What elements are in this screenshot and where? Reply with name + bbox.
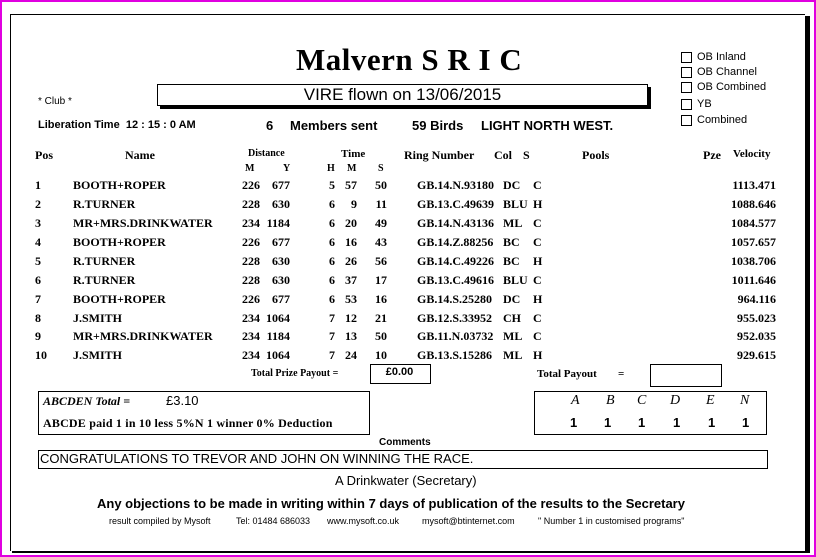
cell-sex: H [533, 254, 543, 268]
table-row [0, 254, 800, 273]
cell-colour: BC [503, 254, 520, 268]
cell-sex: H [533, 348, 543, 362]
option-ob-inland[interactable]: OB Inland [681, 51, 746, 63]
members-count: 6 [266, 118, 274, 133]
race-title-box: VIRE flown on 13/06/2015 [157, 84, 648, 106]
liberation-label: Liberation Time 12 : 15 : 0 AM [38, 119, 196, 131]
cell-velocity: 1038.706 [731, 254, 776, 268]
cell-colour: ML [503, 216, 523, 230]
cell-name: BOOTH+ROPER [73, 292, 166, 306]
cell-dist-m: 234 [242, 329, 260, 343]
cell-dist-y: 1184 [266, 329, 290, 343]
cell-seconds: 21 [375, 311, 387, 325]
cell-seconds: 43 [375, 235, 387, 249]
cell-minutes: 37 [345, 273, 357, 287]
cell-hours: 6 [329, 273, 335, 287]
cell-minutes: 12 [345, 311, 357, 325]
total-payout-label: Total Payout [537, 368, 597, 380]
header-pze: Pze [703, 148, 721, 162]
abcden-paid-text: ABCDE paid 1 in 10 less 5%N 1 winner 0% Deduction [43, 416, 333, 430]
pool-letter-c: C [637, 393, 647, 408]
cell-pos: 6 [35, 273, 41, 287]
checkbox-icon[interactable] [681, 115, 692, 126]
members-label: Members sent [290, 118, 378, 133]
cell-sex: C [533, 178, 542, 192]
cell-seconds: 56 [375, 254, 387, 268]
cell-minutes: 57 [345, 178, 357, 192]
cell-ring: GB.11.N.03732 [417, 329, 494, 343]
cell-dist-y: 630 [272, 197, 290, 211]
cell-sex: C [533, 273, 542, 287]
cell-sex: C [533, 311, 542, 325]
checkbox-icon[interactable] [681, 82, 692, 93]
pool-letter-d: D [670, 393, 681, 408]
cell-ring: GB.14.S.25280 [417, 292, 493, 306]
option-yb[interactable]: YB [681, 98, 712, 110]
cell-dist-m: 226 [242, 235, 260, 249]
cell-name: MR+MRS.DRINKWATER [73, 329, 213, 343]
cell-dist-y: 677 [272, 235, 290, 249]
cell-colour: BC [503, 235, 520, 249]
table-row [0, 197, 800, 216]
cell-ring: GB.14.N.93180 [417, 178, 495, 192]
cell-colour: BLU [503, 197, 528, 211]
cell-colour: ML [503, 329, 523, 343]
cell-seconds: 11 [375, 197, 387, 211]
compiled-by: result compiled by Mysoft [109, 516, 211, 526]
cell-dist-m: 234 [242, 311, 260, 325]
header-sex: S [523, 148, 530, 162]
cell-hours: 7 [329, 329, 335, 343]
abcden-total-value: £3.10 [166, 393, 199, 408]
cell-minutes: 26 [345, 254, 357, 268]
checkbox-icon[interactable] [681, 99, 692, 110]
prize-payout-value: £0.00 [385, 366, 414, 378]
cell-dist-m: 226 [242, 292, 260, 306]
cell-velocity: 1057.657 [731, 235, 776, 249]
cell-ring: GB.14.N.43136 [417, 216, 495, 230]
header-col: Col [494, 148, 512, 162]
cell-sex: C [533, 216, 542, 230]
cell-name: R.TURNER [73, 254, 136, 268]
cell-dist-y: 1064 [266, 311, 290, 325]
cell-pos: 10 [35, 348, 47, 362]
header-time-m: M [347, 163, 357, 174]
pool-value-d: 1 [673, 415, 681, 430]
cell-minutes: 9 [351, 197, 357, 211]
header-time-s: S [378, 163, 384, 174]
club-title: Malvern S R I C [296, 42, 523, 77]
cell-dist-m: 234 [242, 216, 260, 230]
header-pools: Pools [582, 148, 610, 162]
header-time-h: H [327, 163, 335, 174]
cell-hours: 5 [329, 178, 335, 192]
cell-pos: 9 [35, 329, 41, 343]
pool-letter-n: N [740, 393, 750, 408]
cell-dist-m: 228 [242, 197, 260, 211]
cell-name: R.TURNER [73, 273, 136, 287]
table-row [0, 311, 800, 330]
cell-dist-m: 226 [242, 178, 260, 192]
option-ob-channel[interactable]: OB Channel [681, 66, 757, 78]
prize-payout-label: Total Prize Payout = [251, 368, 339, 379]
option-combined[interactable]: Combined [681, 114, 747, 126]
header-pos: Pos [35, 148, 53, 162]
cell-dist-y: 1064 [266, 348, 290, 362]
cell-velocity: 929.615 [737, 348, 776, 362]
cell-ring: GB.12.S.33952 [417, 311, 493, 325]
cell-colour: CH [503, 311, 521, 325]
liberation-time: 12 : 15 : 0 AM [125, 119, 196, 131]
cell-hours: 7 [329, 348, 335, 362]
cell-pos: 5 [35, 254, 41, 268]
cell-name: J.SMITH [73, 348, 123, 362]
pool-letter-b: B [606, 393, 615, 408]
table-row [0, 235, 800, 254]
cell-name: R.TURNER [73, 197, 136, 211]
objections-notice: Any objections to be made in writing within 7 days of publication of the results to the Secretary [97, 496, 685, 511]
cell-colour: BLU [503, 273, 528, 287]
cell-sex: H [533, 197, 543, 211]
cell-name: BOOTH+ROPER [73, 178, 166, 192]
pool-value-b: 1 [604, 415, 612, 430]
header-name: Name [125, 148, 155, 162]
cell-colour: DC [503, 292, 521, 306]
cell-sex: C [533, 329, 542, 343]
header-ring: Ring Number [404, 148, 475, 162]
footer-email[interactable]: mysoft@btinternet.com [422, 516, 515, 526]
cell-minutes: 24 [345, 348, 357, 362]
table-row [0, 178, 800, 197]
header-dist-m: M [245, 163, 255, 174]
cell-name: J.SMITH [73, 311, 123, 325]
cell-dist-m: 234 [242, 348, 260, 362]
table-row [0, 273, 800, 292]
cell-pos: 4 [35, 235, 41, 249]
total-payout-eq: = [618, 368, 625, 380]
cell-dist-y: 677 [272, 292, 290, 306]
option-ob-combined[interactable]: OB Combined [681, 81, 766, 93]
header-velocity: Velocity [733, 148, 771, 160]
cell-minutes: 16 [345, 235, 357, 249]
cell-ring: GB.13.C.49639 [417, 197, 495, 211]
table-row [0, 216, 800, 235]
cell-ring: GB.14.Z.88256 [417, 235, 494, 249]
cell-pos: 3 [35, 216, 41, 230]
cell-seconds: 50 [375, 329, 387, 343]
pool-letter-a: A [571, 393, 580, 408]
secretary-name: A Drinkwater (Secretary) [335, 473, 477, 488]
abcden-total-label: ABCDEN Total = [43, 394, 131, 408]
cell-hours: 6 [329, 216, 335, 230]
cell-velocity: 964.116 [737, 292, 776, 306]
cell-name: MR+MRS.DRINKWATER [73, 216, 213, 230]
cell-seconds: 16 [375, 292, 387, 306]
cell-minutes: 53 [345, 292, 357, 306]
pools-box [534, 391, 767, 435]
wind-direction: LIGHT NORTH WEST. [481, 118, 614, 133]
cell-dist-m: 228 [242, 273, 260, 287]
checkbox-icon[interactable] [681, 52, 692, 63]
cell-velocity: 1084.577 [731, 216, 776, 230]
cell-ring: GB.13.C.49616 [417, 273, 495, 287]
table-row [0, 292, 800, 311]
cell-colour: DC [503, 178, 521, 192]
cell-hours: 6 [329, 235, 335, 249]
cell-velocity: 1088.646 [731, 197, 776, 211]
pool-value-e: 1 [708, 415, 716, 430]
cell-sex: H [533, 292, 543, 306]
cell-pos: 8 [35, 311, 41, 325]
cell-pos: 7 [35, 292, 41, 306]
birds-count: 59 Birds [412, 118, 464, 133]
footer-tel: Tel: 01484 686033 [236, 516, 311, 526]
cell-velocity: 1011.646 [731, 273, 776, 287]
table-row [0, 329, 800, 348]
club-label: * Club * [38, 96, 72, 107]
pool-letter-e: E [706, 393, 715, 408]
cell-dist-y: 677 [272, 178, 290, 192]
cell-pos: 2 [35, 197, 41, 211]
cell-sex: C [533, 235, 542, 249]
cell-velocity: 1113.471 [732, 178, 776, 192]
cell-velocity: 955.023 [737, 311, 776, 325]
cell-ring: GB.13.S.15286 [417, 348, 493, 362]
total-payout-box [650, 364, 722, 387]
header-dist-y: Y [283, 163, 291, 174]
cell-dist-y: 630 [272, 254, 290, 268]
cell-minutes: 13 [345, 329, 357, 343]
cell-dist-m: 228 [242, 254, 260, 268]
header-distance: Distance [248, 148, 285, 159]
cell-hours: 6 [329, 292, 335, 306]
cell-name: BOOTH+ROPER [73, 235, 166, 249]
cell-colour: ML [503, 348, 523, 362]
pool-value-a: 1 [570, 415, 578, 430]
pool-value-n: 1 [742, 415, 750, 430]
checkbox-icon[interactable] [681, 67, 692, 78]
footer-slogan: " Number 1 in customised programs" [538, 516, 685, 526]
pool-value-c: 1 [638, 415, 646, 430]
cell-seconds: 50 [375, 178, 387, 192]
cell-ring: GB.14.C.49226 [417, 254, 495, 268]
cell-hours: 6 [329, 197, 335, 211]
comments-label: Comments [379, 437, 431, 448]
cell-velocity: 952.035 [737, 329, 776, 343]
cell-dist-y: 1184 [266, 216, 290, 230]
cell-minutes: 20 [345, 216, 357, 230]
cell-pos: 1 [35, 178, 41, 192]
cell-seconds: 17 [375, 273, 387, 287]
comments-text: CONGRATULATIONS TO TREVOR AND JOHN ON WINNING THE RACE. [40, 451, 474, 466]
cell-seconds: 49 [375, 216, 387, 230]
cell-hours: 6 [329, 254, 335, 268]
cell-seconds: 10 [375, 348, 387, 362]
header-time: Time [341, 148, 366, 160]
cell-hours: 7 [329, 311, 335, 325]
footer-website[interactable]: www.mysoft.co.uk [327, 516, 400, 526]
cell-dist-y: 630 [272, 273, 290, 287]
